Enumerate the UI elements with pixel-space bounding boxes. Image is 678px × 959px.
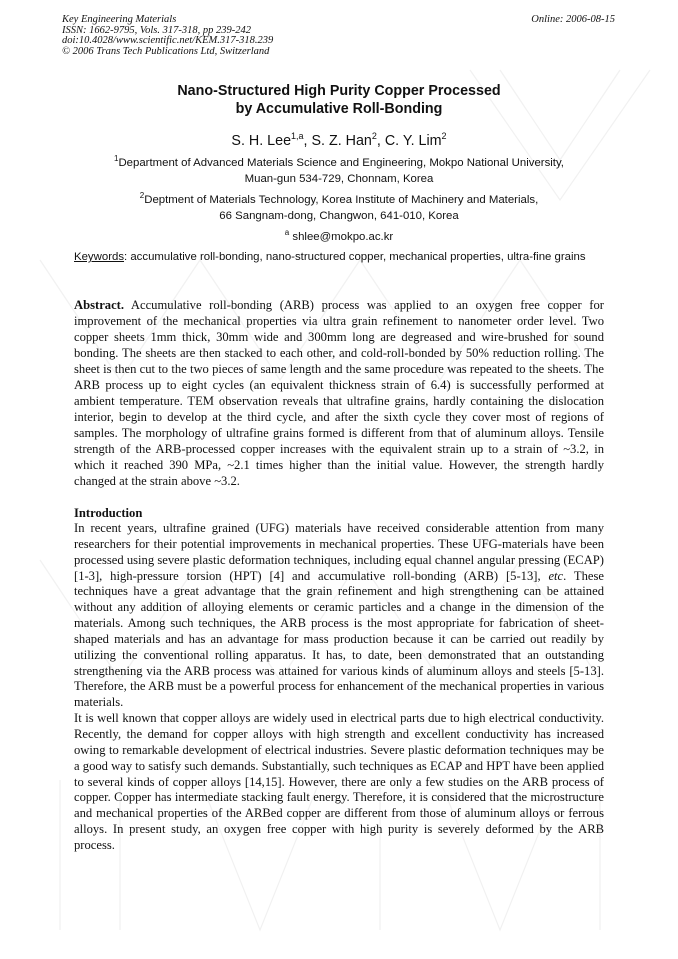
affil-2-line-2: 66 Sangnam-dong, Changwon, 641-010, Korea: [219, 210, 459, 223]
journal-header: [62, 15, 273, 57]
intro-paragraph-1: [74, 521, 604, 711]
doi-line: doi:10.4028/www.scientific.net/KEM.317-318.239: [62, 35, 274, 46]
intro-p1-part-2: . These techniques have a great advantage that the grain refinement and high strengthening can be attained without any addition of alloying elements or ceramic particles and a change in the dimension of the materials. Among such techniques, the ARB process is the most appropriate for fabrication of sheet-shaped materials and has an advantage for mass production because it can be carried out readily by utilizing the conventional rolling apparatus. It has, to date, been demonstrated that an outstanding strengthening via the ARB process was attained for various kinds of aluminum alloys and steels [5-13]. Therefore, the ARB must be a powerful process for enhancement of the mechanical properties in various materials.: [74, 568, 605, 710]
author-separator: ,: [376, 132, 385, 149]
email-marker: a: [284, 227, 290, 237]
author-list: [70, 131, 608, 149]
affil-1-marker: 1: [114, 154, 119, 163]
copyright-line: © 2006 Trans Tech Publications Ltd, Switzerland: [62, 45, 270, 57]
abstract-text: Accumulative roll-bonding (ARB) process was applied to an oxygen free copper for improvement of the mechanical properties via ultra grain refinement to nanometer order level. Two copper sheets 1mm thick, 30mm wide and 300mm long are degreased and wire-brushed for sound bonding. The sheets are then stacked to each other, and cold-roll-bonded by 50% reduction rolling. The sheet is then cut to the two pieces of same length and the same procedure was repeated to the sheets. The ARB process up to eight cycles (an equivalent thickness strain of 6.4) is successfully performed at ambient temperature. TEM observation reveals that ultrafine grains, hardly containing the dislocation interior, begin to develop at the third cycle, and after the sixth cycle they cover most of regions of samples. The morphology of ultrafine grains formed is different from that of aluminum alloys. Tensile strength of the ARB-processed copper increases with the equivalent strain up to a strain of ~3.2, in which it reached 390 MPa, ~2.1 times higher than the initial value. However, the strength hardly changed at the strain above ~3.2.: [74, 298, 604, 488]
intro-p1-etc: etc: [548, 568, 564, 583]
author-separator: ,: [303, 132, 312, 149]
intro-paragraph-2: It is well known that copper alloys are widely used in electrical parts due to high electrical conductivity. Recently, the demand for copper alloys with high strength and excellent conductivity has increased owing to remarkable development of electrical industries. Severe plastic deformation techniques may be a good way to satisfy such demands. Substantially, such techniques as ECAP and HPT have been applied to several kinds of copper alloys [14,15]. However, there are only a few studies on the ARB process of copper. Copper has intermediate stacking fault energy. Therefore, it is considered that the microstructure and mechanical properties of the ARBed copper are different from those of aluminum alloys or ferrous alloys. In present study, an oxygen free copper with high purity is severely deformed by the ARB process.: [74, 711, 604, 852]
title-line-1: Nano-Structured High Purity Copper Processed: [177, 83, 501, 99]
affiliations: [70, 151, 608, 245]
author-1-affil: 1,a: [291, 131, 304, 141]
issn-line: ISSN: 1662-9795, Vols. 317-318, pp 239-242: [62, 24, 251, 36]
affil-1-line-1: Department of Advanced Materials Science and Engineering, Mokpo National University,: [118, 156, 564, 169]
abstract-label: Abstract.: [74, 298, 125, 312]
author-3-affil: 2: [441, 131, 447, 141]
author-2-affil: 2: [371, 131, 377, 141]
author-email: shlee@mokpo.ac.kr: [289, 230, 394, 243]
affil-1-line-2: Muan-gun 534-729, Chonnam, Korea: [244, 173, 434, 186]
introduction-body: [74, 521, 604, 854]
journal-name: Key Engineering Materials: [62, 14, 177, 25]
keywords-text: : accumulative roll-bonding, nano-structured copper, mechanical properties, ultra-fine grains: [124, 251, 586, 263]
author-2: S. Z. Han: [311, 132, 372, 149]
keywords-label: Keywords: [74, 251, 125, 263]
keywords: [74, 249, 604, 265]
section-heading-introduction: Introduction: [74, 506, 143, 520]
title-line-2: by Accumulative Roll-Bonding: [235, 101, 443, 117]
paper-title: [70, 82, 608, 118]
abstract: [74, 297, 604, 489]
author-1: S. H. Lee: [231, 132, 292, 149]
affil-2-marker: 2: [139, 190, 145, 200]
author-3: C. Y. Lim: [384, 132, 442, 149]
intro-p1-part-1: In recent years, ultrafine grained (UFG) materials have received considerable attention from many researchers for their potential improvements in mechanical properties. These UFG-materials have been processed using severe plastic deformation techniques, including equal channel angular pressing (ECAP) [1-3], high-pressure torsion (HPT) [4] and accumulative roll-bonding (ARB) [5-13],: [74, 521, 604, 583]
online-date: Online: 2006-08-15: [531, 14, 615, 25]
affil-2-line-1: Deptment of Materials Technology, Korea Institute of Machinery and Materials,: [144, 193, 539, 206]
